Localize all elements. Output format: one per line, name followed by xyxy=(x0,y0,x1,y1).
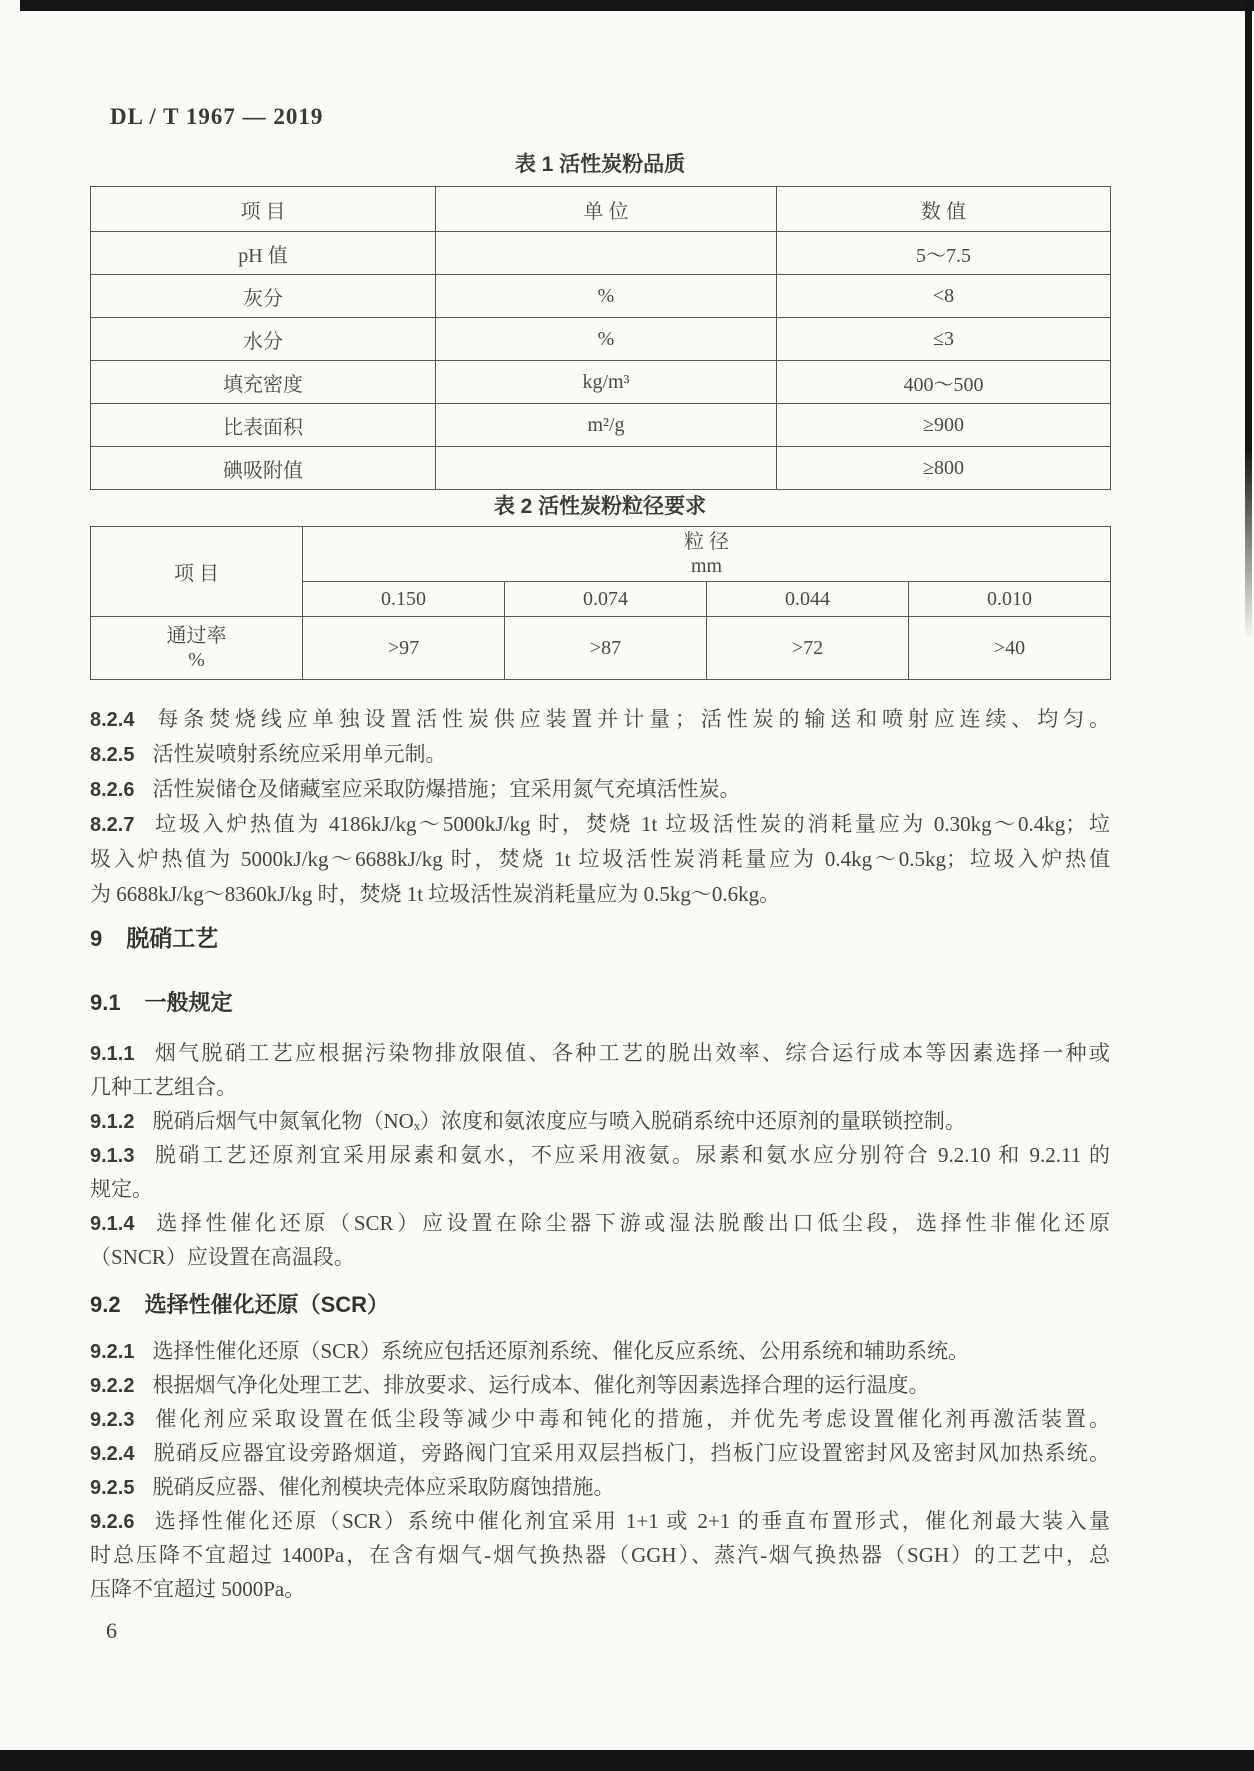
table1-col-item: 项 目 xyxy=(91,187,436,232)
clause-number: 9.2.1 xyxy=(90,1341,135,1363)
clause-text: 催化剂应采取设置在低尘段等减少中毒和钝化的措施，并优先考虑设置催化剂再激活装置。 xyxy=(152,1407,1110,1431)
table-row xyxy=(91,404,1111,447)
clause-text: 活性炭储仓及储藏室应采取防爆措施；宜采用氮气充填活性炭。 xyxy=(152,777,741,801)
table2-col-item: 项 目 xyxy=(91,527,303,617)
clause-line xyxy=(90,1402,1110,1436)
clause-text: 脱硝工艺还原剂宜采用尿素和氨水，不应采用液氨。尿素和氨水应分别符合 9.2.10 和 9.2.11 的 xyxy=(152,1143,1110,1167)
clause-line: 为 6688kJ/kg～8360kJ/kg 时，焚烧 1t 垃圾活性炭消耗量应为 0.5kg～0.6kg。 xyxy=(90,882,781,906)
clause-block-9-1 xyxy=(90,1036,1110,1274)
clause-number: 9.1.4 xyxy=(90,1213,135,1235)
table1-activated-carbon-quality xyxy=(90,186,1111,490)
table-row xyxy=(91,361,1111,404)
table-header-row xyxy=(91,187,1111,232)
table1-item: pH 值 xyxy=(91,232,436,275)
table2-row-label xyxy=(91,617,303,680)
clause-number: 9.2.4 xyxy=(90,1443,135,1465)
table1-item: 碘吸附值 xyxy=(91,447,436,490)
clause-number: 9.2.6 xyxy=(90,1511,135,1533)
clause-line xyxy=(90,772,1110,807)
table2-value: >72 xyxy=(707,617,909,680)
page-number: 6 xyxy=(106,1618,117,1643)
clause-line xyxy=(90,1334,1110,1368)
clause-line xyxy=(90,1138,1110,1172)
table1-unit: % xyxy=(436,275,777,318)
clause-line: （SNCR）应设置在高温段。 xyxy=(90,1245,355,1269)
clause-number: 8.2.5 xyxy=(90,744,135,766)
table1-value: ≥800 xyxy=(777,447,1111,490)
table2-size-header xyxy=(303,527,1111,582)
clause-text: 根据烟气净化处理工艺、排放要求、运行成本、催化剂等因素选择合理的运行温度。 xyxy=(152,1373,930,1397)
table2-title: 表 2 活性炭粉粒径要求 xyxy=(493,495,707,518)
clause-line xyxy=(90,1504,1110,1538)
table1-value: 400～500 xyxy=(777,361,1111,404)
table2-particle-size-requirements xyxy=(90,526,1111,680)
table2-value: >97 xyxy=(303,617,505,680)
section-title: 一般规定 xyxy=(144,990,233,1015)
clause-line: 几种工艺组合。 xyxy=(90,1075,237,1099)
section-heading-9 xyxy=(90,920,1110,953)
clause-number: 9.2.2 xyxy=(90,1375,135,1397)
clause-number: 9.1.1 xyxy=(90,1043,135,1065)
clause-text: 选择性催化还原（SCR）系统中催化剂宜采用 1+1 或 2+1 的垂直布置形式，催化剂最大装入量 xyxy=(152,1509,1110,1533)
section-number: 9 xyxy=(90,926,103,951)
table2-row-label-unit: % xyxy=(188,649,205,671)
table1-unit: % xyxy=(436,318,777,361)
section-number: 9.2 xyxy=(90,1292,121,1317)
table2-size: 0.074 xyxy=(505,582,707,617)
table1-col-unit: 单 位 xyxy=(436,187,777,232)
table1-unit xyxy=(436,447,777,490)
clause-number: 8.2.7 xyxy=(90,814,135,836)
table2-value: >40 xyxy=(909,617,1111,680)
section-title: 选择性催化还原（SCR） xyxy=(144,1292,390,1317)
section-heading-9-1 xyxy=(90,986,1110,1017)
clause-text: 选择性催化还原（SCR）应设置在除尘器下游或湿法脱酸出口低尘段，选择性非催化还原 xyxy=(152,1211,1110,1235)
clause-line: 压降不宜超过 5000Pa。 xyxy=(90,1577,306,1601)
section-number: 9.1 xyxy=(90,990,121,1015)
clause-line xyxy=(90,1436,1110,1470)
standard-number-header: DL / T 1967 — 2019 xyxy=(110,104,324,129)
clause-line xyxy=(90,1206,1110,1240)
table2-size: 0.044 xyxy=(707,582,909,617)
table-row xyxy=(91,617,1111,680)
table1-value: ≥900 xyxy=(777,404,1111,447)
table-row xyxy=(91,232,1111,275)
clause-line xyxy=(90,1036,1110,1070)
clause-text: 垃圾入炉热值为 4186kJ/kg～5000kJ/kg 时，焚烧 1t 垃圾活性炭的消耗量应为 0.30kg～0.4kg；垃 xyxy=(152,812,1110,836)
clause-number: 9.1.3 xyxy=(90,1145,135,1167)
table1-value: <8 xyxy=(777,275,1111,318)
clause-line: 圾入炉热值为 5000kJ/kg～6688kJ/kg 时，焚烧 1t 垃圾活性炭消耗量应为 0.4kg～0.5kg；垃圾入炉热值 xyxy=(90,847,1110,871)
clause-text: 活性炭喷射系统应采用单元制。 xyxy=(152,742,447,766)
clause-text: 脱硝反应器宜设旁路烟道，旁路阀门宜采用双层挡板门，挡板门应设置密封风及密封风加热系统。 xyxy=(152,1441,1110,1465)
clause-text: 脱硝反应器、催化剂模块壳体应采取防腐蚀措施。 xyxy=(152,1475,615,1499)
clause-text: 选择性催化还原（SCR）系统应包括还原剂系统、催化反应系统、公用系统和辅助系统。 xyxy=(152,1339,970,1363)
table1-unit: m²/g xyxy=(436,404,777,447)
clause-number: 8.2.4 xyxy=(90,709,135,731)
table2-size-header-unit: mm xyxy=(690,555,723,577)
clause-number: 9.1.2 xyxy=(90,1111,135,1133)
scan-artifact-right-edge xyxy=(1245,0,1252,640)
clause-text: 每条焚烧线应单独设置活性炭供应装置并计量；活性炭的输送和喷射应连续、均匀。 xyxy=(152,707,1110,731)
table1-unit xyxy=(436,232,777,275)
clause-line: 时总压降不宜超过 1400Pa，在含有烟气-烟气换热器（GGH）、蒸汽-烟气换热器（SGH）的工艺中，总 xyxy=(90,1543,1110,1567)
table1-item: 灰分 xyxy=(91,275,436,318)
table2-size: 0.150 xyxy=(303,582,505,617)
table-header-row xyxy=(91,527,1111,582)
clause-line xyxy=(90,702,1110,737)
clause-number: 8.2.6 xyxy=(90,779,135,801)
table-row xyxy=(91,318,1111,361)
clause-line xyxy=(90,807,1110,842)
scan-artifact-top-bar xyxy=(20,0,1254,11)
clause-number: 9.2.3 xyxy=(90,1409,135,1431)
table1-value: ≤3 xyxy=(777,318,1111,361)
table1-item: 比表面积 xyxy=(91,404,436,447)
table1-item: 水分 xyxy=(91,318,436,361)
table1-value: 5～7.5 xyxy=(777,232,1111,275)
table1-title: 表 1 活性炭粉品质 xyxy=(514,153,686,176)
section-title: 脱硝工艺 xyxy=(126,925,219,951)
table-row xyxy=(91,447,1111,490)
clause-block-8-2 xyxy=(90,702,1110,912)
clause-text: 烟气脱硝工艺应根据污染物排放限值、各种工艺的脱出效率、综合运行成本等因素选择一种或 xyxy=(152,1041,1110,1065)
table2-size: 0.010 xyxy=(909,582,1111,617)
clause-line xyxy=(90,1368,1110,1402)
table1-unit: kg/m³ xyxy=(436,361,777,404)
clause-line xyxy=(90,1470,1110,1504)
clause-line xyxy=(90,1104,1110,1138)
clause-text: 脱硝后烟气中氮氧化物（NOₓ）浓度和氨浓度应与喷入脱硝系统中还原剂的量联锁控制。 xyxy=(152,1109,966,1133)
clause-line: 规定。 xyxy=(90,1177,153,1201)
scan-artifact-bottom-bar xyxy=(0,1750,1254,1771)
table1-item: 填充密度 xyxy=(91,361,436,404)
clause-number: 9.2.5 xyxy=(90,1477,135,1499)
table2-row-label-text: 通过率 xyxy=(166,625,227,647)
clause-block-9-2 xyxy=(90,1334,1110,1606)
table2-size-header-label: 粒 径 xyxy=(684,531,729,553)
table-row xyxy=(91,275,1111,318)
clause-line xyxy=(90,737,1110,772)
table2-value: >87 xyxy=(505,617,707,680)
section-heading-9-2 xyxy=(90,1288,1110,1319)
table1-col-value: 数 值 xyxy=(777,187,1111,232)
